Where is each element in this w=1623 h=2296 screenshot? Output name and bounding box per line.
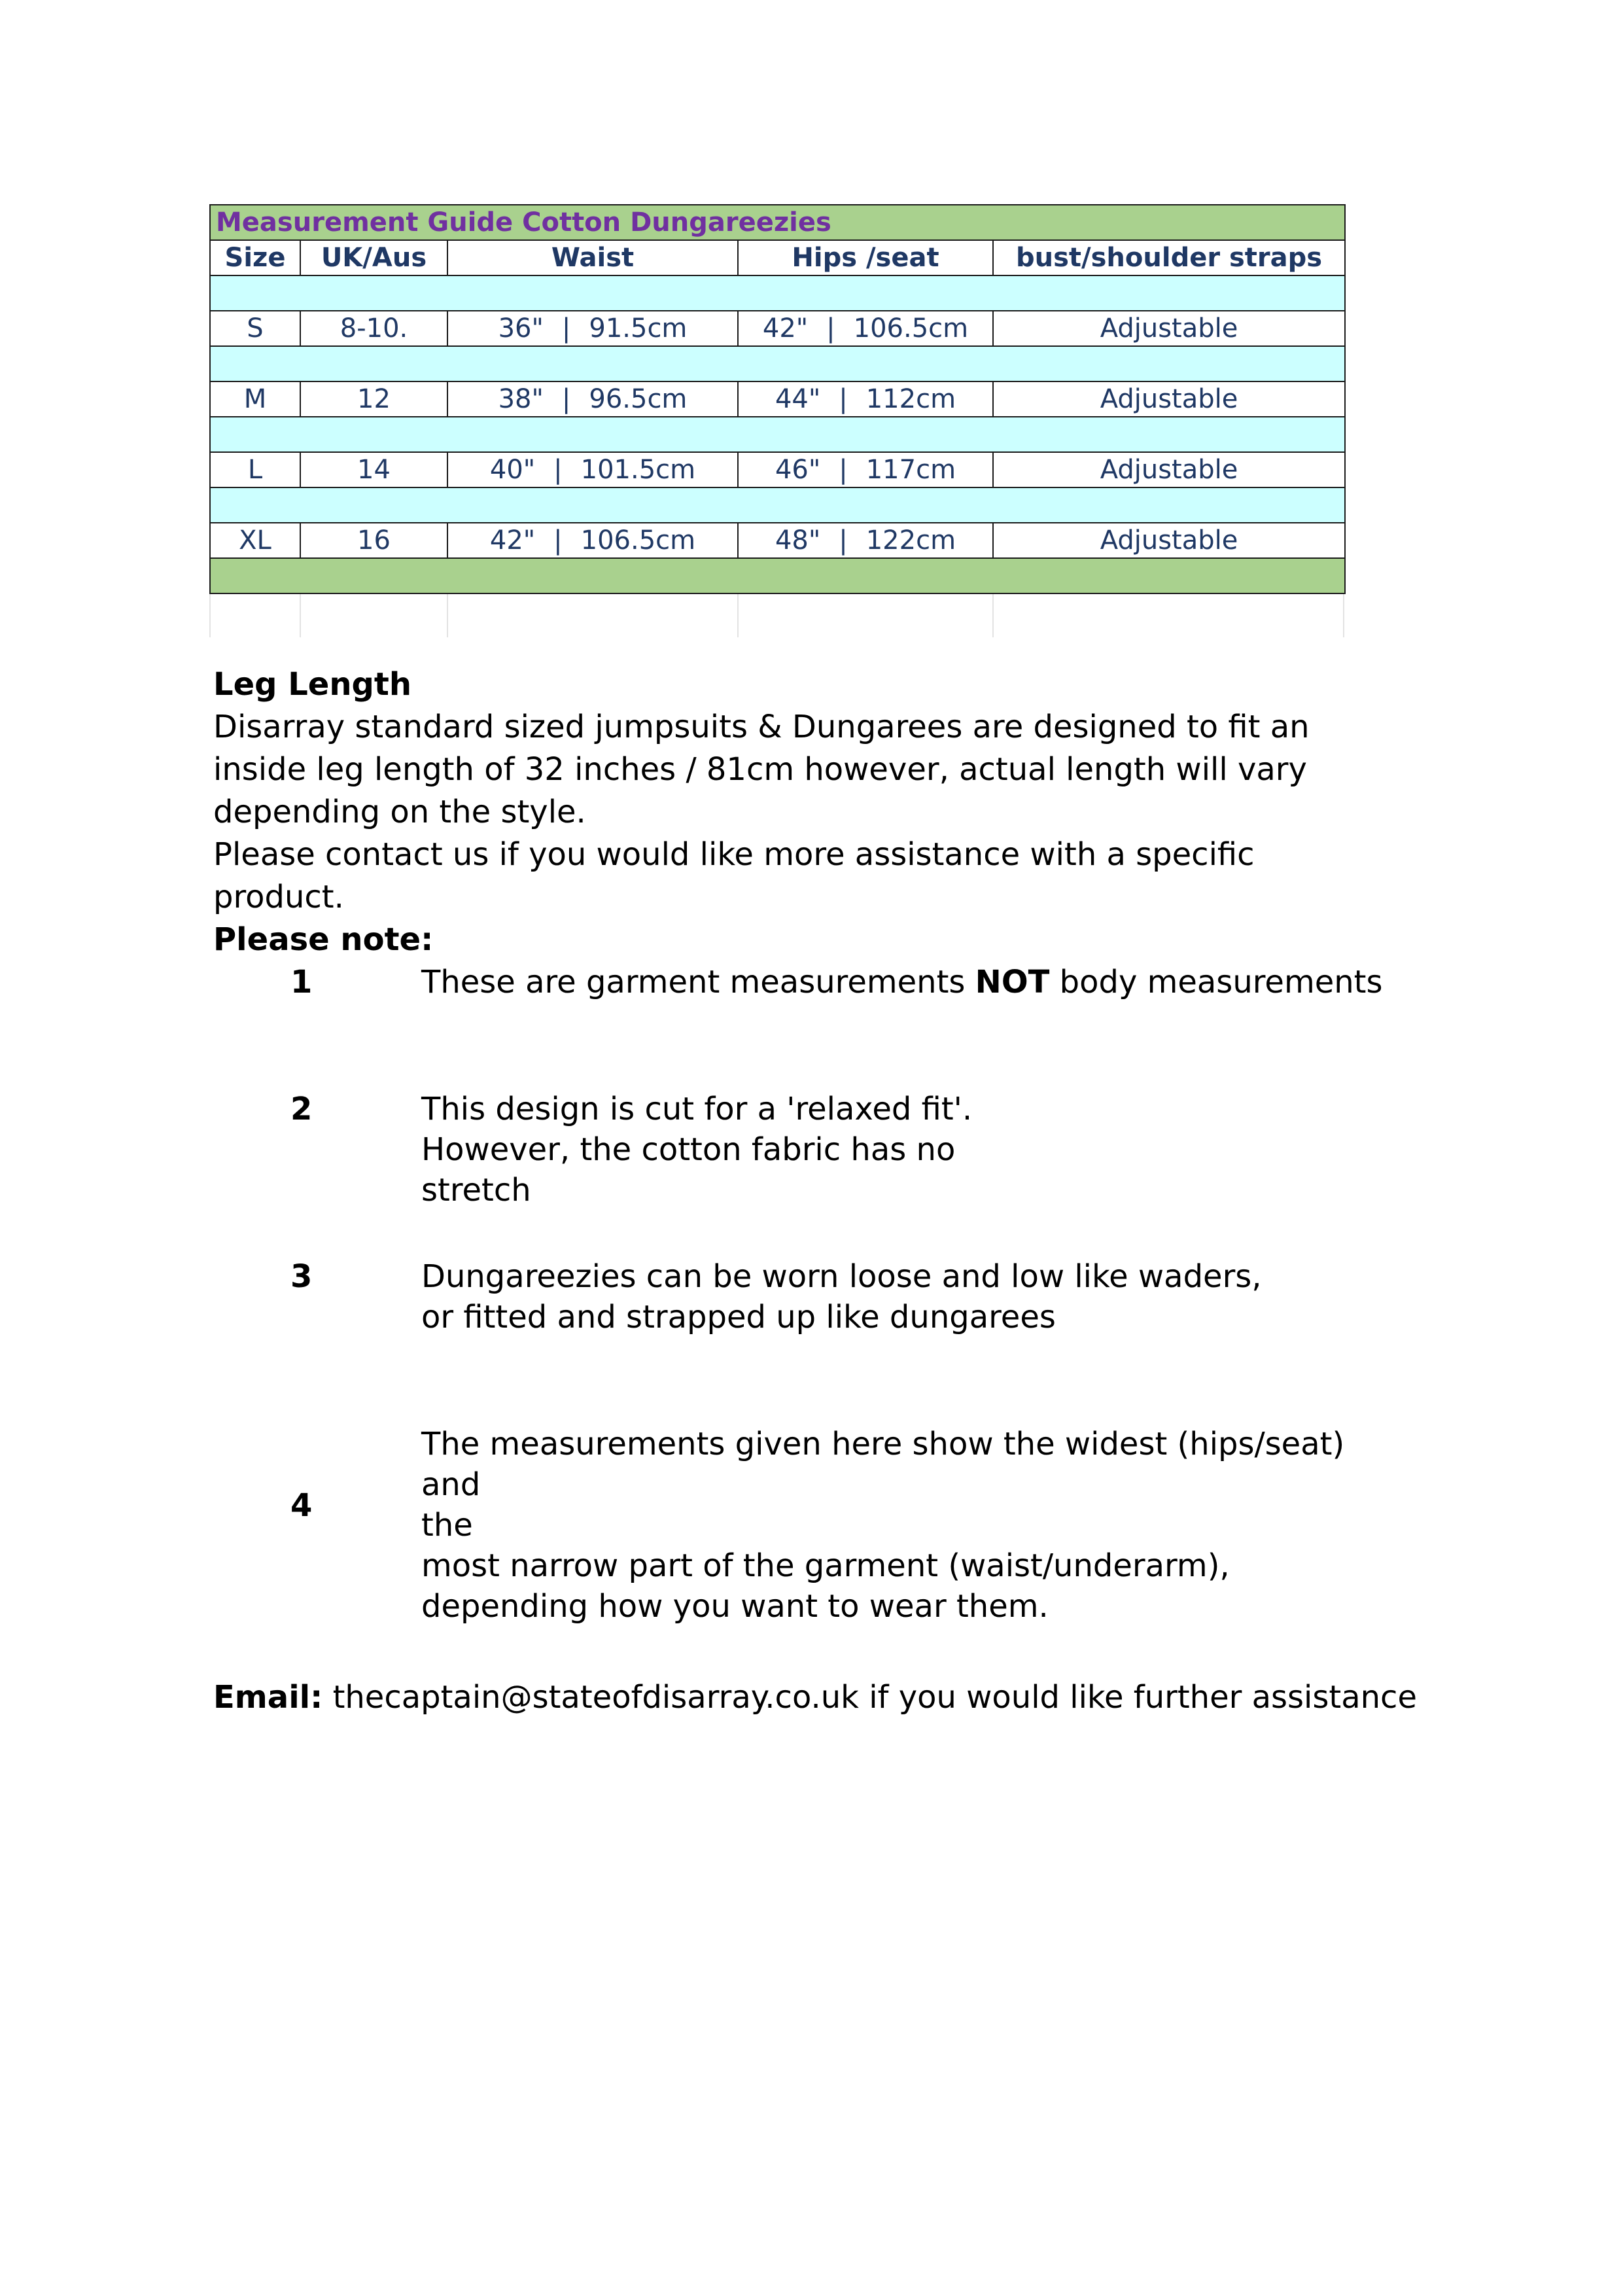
note-text (421, 1256, 1389, 1337)
cell-straps: Adjustable (993, 452, 1345, 487)
hips-cm: 117cm (865, 455, 956, 485)
separator: | (826, 313, 835, 344)
waist-inches: 42" (489, 525, 536, 556)
hips-cm: 106.5cm (853, 313, 969, 344)
separator: | (839, 384, 848, 414)
cell-size: M (210, 381, 300, 417)
leg-length-section (213, 663, 1378, 919)
hips-inches: 42" (762, 313, 809, 344)
note-line: the (421, 1507, 473, 1544)
cell-uk: 12 (300, 381, 447, 417)
notes-heading: Please note: (213, 921, 434, 958)
waist-inches: 36" (498, 313, 544, 344)
email-label: Email: (213, 1679, 323, 1716)
table-row (210, 523, 1345, 558)
cell-straps: Adjustable (993, 381, 1345, 417)
cell-size: XL (210, 523, 300, 558)
separator: | (839, 525, 848, 556)
cell-hips (738, 381, 993, 417)
cell-straps: Adjustable (993, 523, 1345, 558)
spacer-row (210, 346, 1345, 381)
note-number: 4 (290, 1487, 313, 1524)
cell-size: S (210, 311, 300, 346)
table-header-row (210, 240, 1345, 275)
note-line: Dungareezies can be worn loose and low like waders, (421, 1258, 1262, 1295)
separator: | (553, 455, 563, 485)
note-line: or fitted and strapped up like dungarees (421, 1299, 1056, 1335)
cell-hips (738, 452, 993, 487)
header-hips: Hips /seat (738, 240, 993, 275)
note-text (421, 1089, 1389, 1210)
hips-inches: 46" (775, 455, 821, 485)
hips-cm: 112cm (865, 384, 956, 414)
note-line: depending how you want to wear them. (421, 1588, 1049, 1625)
spacer-cell (210, 487, 1345, 523)
contact-line (213, 1676, 1417, 1719)
table-footer-row (210, 558, 1345, 593)
separator: | (839, 455, 848, 485)
spacer-row (210, 417, 1345, 452)
leg-length-line: depending on the style. (213, 794, 586, 830)
header-waist: Waist (447, 240, 738, 275)
note-number: 2 (290, 1091, 313, 1127)
leg-length-line: Disarray standard sized jumpsuits & Dungarees are designed to fit an (213, 709, 1310, 745)
table-row (210, 311, 1345, 346)
cell-hips (738, 523, 993, 558)
cell-waist (447, 311, 738, 346)
header-size: Size (210, 240, 300, 275)
note-text (421, 962, 1389, 1002)
separator: | (561, 313, 571, 344)
measurement-table-area (209, 204, 1344, 594)
table-row (210, 381, 1345, 417)
header-uk-aus: UK/Aus (300, 240, 447, 275)
measurement-table (209, 204, 1346, 594)
note-text-after: body measurements (1049, 964, 1383, 1000)
hips-cm: 122cm (865, 525, 956, 556)
waist-inches: 38" (498, 384, 544, 414)
spacer-cell (210, 275, 1345, 311)
email-address[interactable]: thecaptain@stateofdisarray.co.uk (332, 1679, 859, 1716)
note-line: stretch (421, 1172, 531, 1209)
table-title-row (210, 205, 1345, 240)
spacer-row (210, 487, 1345, 523)
cell-hips (738, 311, 993, 346)
cell-uk: 16 (300, 523, 447, 558)
note-text-bold: NOT (975, 964, 1050, 1000)
footer-cell (210, 558, 1345, 593)
hips-inches: 48" (775, 525, 821, 556)
waist-cm: 101.5cm (580, 455, 696, 485)
waist-cm: 96.5cm (589, 384, 688, 414)
note-line: However, the cotton fabric has no (421, 1131, 956, 1168)
note-line: This design is cut for a 'relaxed fit'. (421, 1091, 973, 1127)
email-suffix: if you would like further assistance (858, 1679, 1417, 1716)
cell-uk: 14 (300, 452, 447, 487)
table-row (210, 452, 1345, 487)
leg-length-line: Please contact us if you would like more assistance with a specific product. (213, 836, 1255, 915)
waist-cm: 91.5cm (589, 313, 688, 344)
leg-length-heading: Leg Length (213, 666, 411, 703)
leg-length-line: inside leg length of 32 inches / 81cm however, actual length will vary (213, 751, 1307, 788)
separator: | (553, 525, 563, 556)
note-number: 3 (290, 1258, 313, 1295)
cell-waist (447, 523, 738, 558)
cell-size: L (210, 452, 300, 487)
hips-inches: 44" (775, 384, 821, 414)
cell-uk: 8-10. (300, 311, 447, 346)
note-number: 1 (290, 964, 313, 1000)
spacer-row (210, 275, 1345, 311)
waist-inches: 40" (489, 455, 536, 485)
waist-cm: 106.5cm (580, 525, 696, 556)
cell-straps: Adjustable (993, 311, 1345, 346)
note-text (421, 1424, 1389, 1627)
table-title: Measurement Guide Cotton Dungareezies (210, 205, 1345, 240)
note-text-before: These are garment measurements (421, 964, 975, 1000)
header-straps: bust/shoulder straps (993, 240, 1345, 275)
cell-waist (447, 381, 738, 417)
spacer-cell (210, 417, 1345, 452)
note-line: The measurements given here show the widest (hips/seat) and (421, 1426, 1345, 1503)
cell-waist (447, 452, 738, 487)
spacer-cell (210, 346, 1345, 381)
separator: | (561, 384, 571, 414)
note-line: most narrow part of the garment (waist/underarm), (421, 1547, 1230, 1584)
